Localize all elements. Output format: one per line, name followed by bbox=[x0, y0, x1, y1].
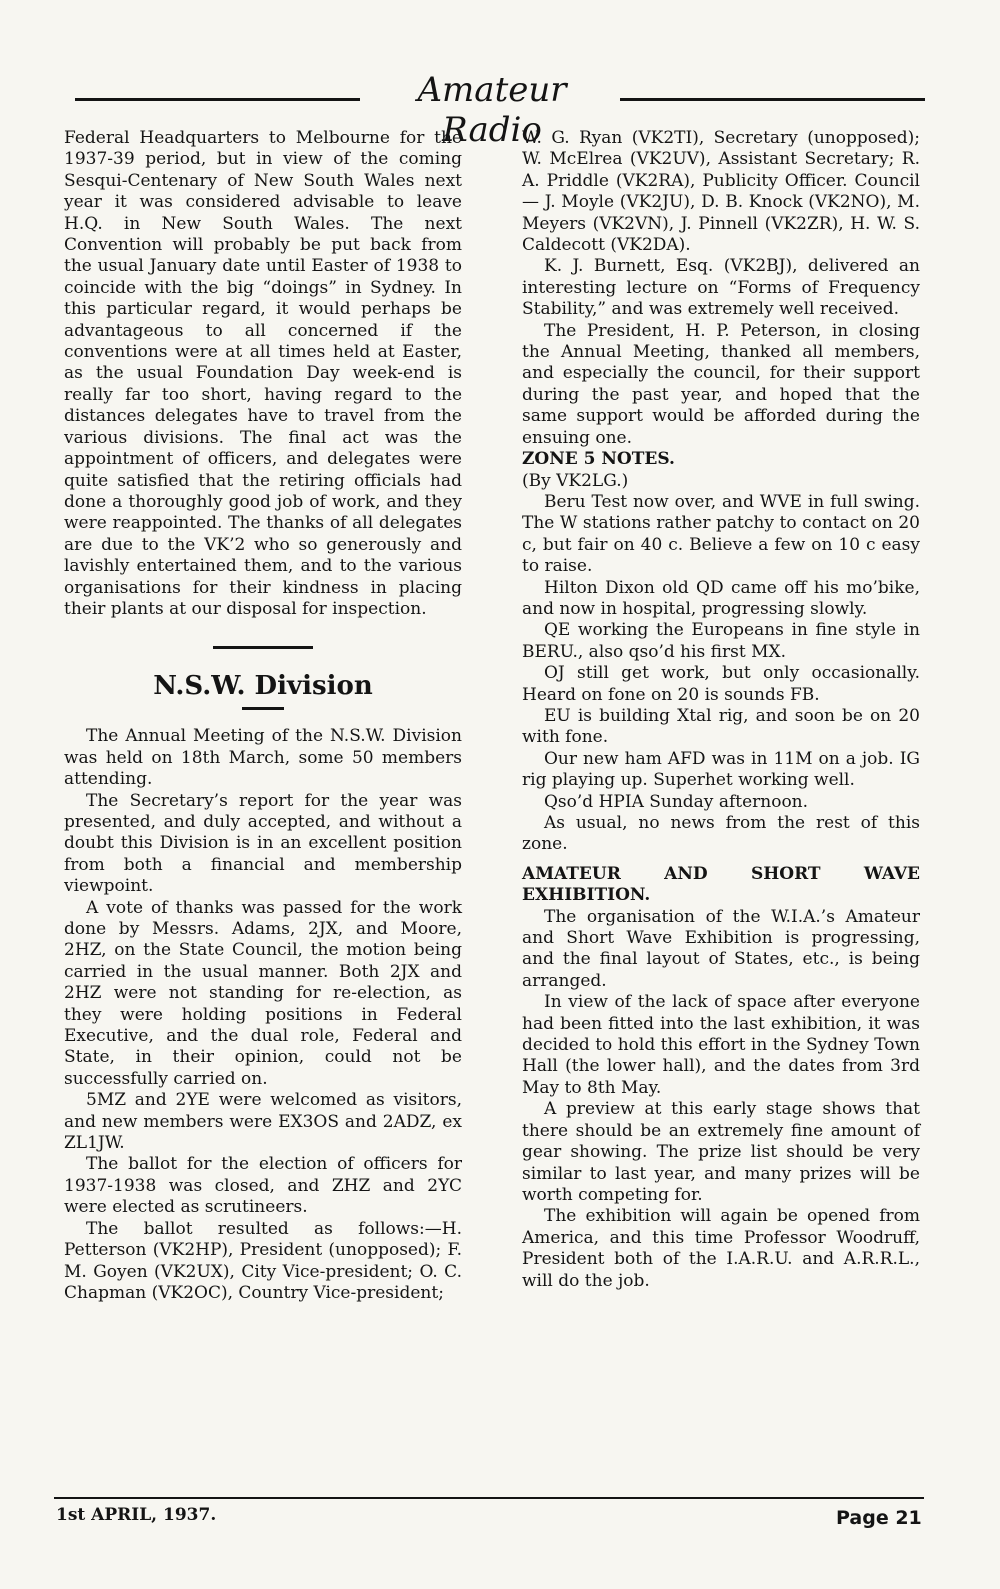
exhibition-heading: AMATEUR AND SHORT WAVE EXHIBITION. bbox=[522, 863, 920, 906]
paragraph: A vote of thanks was passed for the work done by Messrs. Adams, 2JX, and Moore, 2HZ, on the State Council, the motion being carried in the usual manner. Both 2JX and 2HZ were not standing for re-election, as they were holding positions in Federal Executive, and the dual role, Federal and State, in their opinion, could not be successfully carried on. bbox=[64, 897, 462, 1089]
zone-paragraph: OJ still get work, but only occasionally. Heard on fone on 20 is sounds FB. bbox=[522, 663, 920, 705]
section-divider bbox=[213, 646, 313, 649]
paragraph: W. G. Ryan (VK2TI), Secretary (unopposed); W. McElrea (VK2UV), Assistant Secretary; R. A. Priddle (VK2RA), Publicity Officer. Council— J. Moyle (VK2JU), D. B. Knock (VK2NO), M. Meyers (VK2VN), J. Pinnell (VK2ZR), H. W. S. Caldecott (VK2DA). bbox=[522, 128, 920, 256]
paragraph: The ballot resulted as follows:—H. Petterson (VK2HP), President (unopposed); F. M. Goyen (VK2UX), City Vice-president; O. C. Chapman (VK2OC), Country Vice-president; bbox=[64, 1218, 462, 1303]
exhibition-paragraph: A preview at this early stage shows that there should be an extremely fine amount of gear showing. The prize list should be very similar to last year, and many prizes will be worth competing for. bbox=[522, 1099, 920, 1205]
zone-paragraph: As usual, no news from the rest of this zone. bbox=[522, 813, 920, 855]
masthead bbox=[75, 68, 925, 150]
paragraph: The Annual Meeting of the N.S.W. Division was held on 18th March, some 50 members attending. bbox=[64, 726, 462, 790]
footer-date: 1st APRIL, 1937. bbox=[56, 1505, 217, 1525]
zone-paragraph: Our new ham AFD was in 11M on a job. IG rig playing up. Superhet working well. bbox=[522, 748, 920, 791]
paragraph: The ballot for the election of officers for 1937-1938 was closed, and ZHZ and 2YC were elected as scrutineers. bbox=[64, 1154, 462, 1218]
intro-paragraph: Federal Headquarters to Melbourne for the 1937-39 period, but in view of the coming Sesqui-Centenary of New South Wales next year it was considered advisable to leave H.Q. in New South Wales. The next Convention will probably be put back from the usual January date until Easter of 1938 to coincide with the big “doings” in Sydney. In this particular regard, it would perhaps be advantageous to all concerned if the conventions were at all times held at Easter, as the usual Foundation Day week-end is really far too short, having regard to the distances delegates have to travel from the various divisions. The final act was the appointment of officers, and delegates were quite satisfied that the retiring officials had done a thoroughly good job of work, and they were reappointed. The thanks of all delegates are due to the VK’2 who so generously and lavishly entertained them, and to the various organisations for their kindness in placing their plants at our disposal for inspection. bbox=[64, 128, 462, 619]
right-column bbox=[522, 128, 920, 1292]
masthead-title: Amateur Radio bbox=[417, 70, 567, 150]
left-column bbox=[64, 128, 462, 1304]
paragraph: 5MZ and 2YE were welcomed as visitors, and new members were EX3OS and 2ADZ, ex ZL1JW. bbox=[64, 1090, 462, 1154]
zone-paragraph: Hilton Dixon old QD came off his mo’bike, and now in hospital, progressing slowly. bbox=[522, 577, 920, 619]
page-number: Page 21 bbox=[836, 1507, 922, 1529]
exhibition-paragraph: The organisation of the W.I.A.’s Amateur and Short Wave Exhibition is progressing, and the final layout of States, etc., is being arranged. bbox=[522, 906, 920, 991]
zone-paragraph: Beru Test now over, and WVE in full swing. The W stations rather patchy to contact on 20 c, but fair on 40 c. Believe a few on 10 c easy to raise. bbox=[522, 491, 920, 577]
zone-paragraph: Qso’d HPIA Sunday afternoon. bbox=[544, 791, 809, 812]
paragraph: K. J. Burnett, Esq. (VK2BJ), delivered an interesting lecture on “Forms of Frequency Stability,” and was extremely well received. bbox=[522, 256, 920, 320]
masthead-rule-right bbox=[620, 98, 925, 101]
title-underline bbox=[242, 707, 284, 710]
zone-byline: (By VK2LG.) bbox=[522, 470, 629, 491]
paragraph: The President, H. P. Peterson, in closing the Annual Meeting, thanked all members, and especially the council, for their support during the past year, and hoped that the same support would be afforded during the ensuing one. bbox=[522, 320, 920, 448]
paragraph: The Secretary’s report for the year was presented, and duly accepted, and without a doubt this Division is in an excellent position from both a financial and membership viewpoint. bbox=[64, 790, 462, 897]
masthead-rule-left bbox=[75, 98, 360, 101]
exhibition-paragraph: In view of the lack of space after everyone had been fitted into the last exhibition, it was decided to hold this effort in the Sydney Town Hall (the lower hall), and the dates from 3rd May to 8th May. bbox=[522, 992, 920, 1098]
zone-paragraph: QE working the Europeans in fine style in BERU., also qso’d his first MX. bbox=[522, 620, 920, 662]
exhibition-paragraph: The exhibition will again be opened from America, and this time Professor Woodruff, President both of the I.A.R.U. and A.R.R.L., will do the job. bbox=[522, 1206, 920, 1291]
footer-rule bbox=[54, 1497, 924, 1499]
zone-paragraph: EU is building Xtal rig, and soon be on 20 with fone. bbox=[522, 705, 920, 748]
section-title: N.S.W. Division bbox=[153, 671, 373, 702]
zone-heading: ZONE 5 NOTES. bbox=[522, 449, 675, 470]
